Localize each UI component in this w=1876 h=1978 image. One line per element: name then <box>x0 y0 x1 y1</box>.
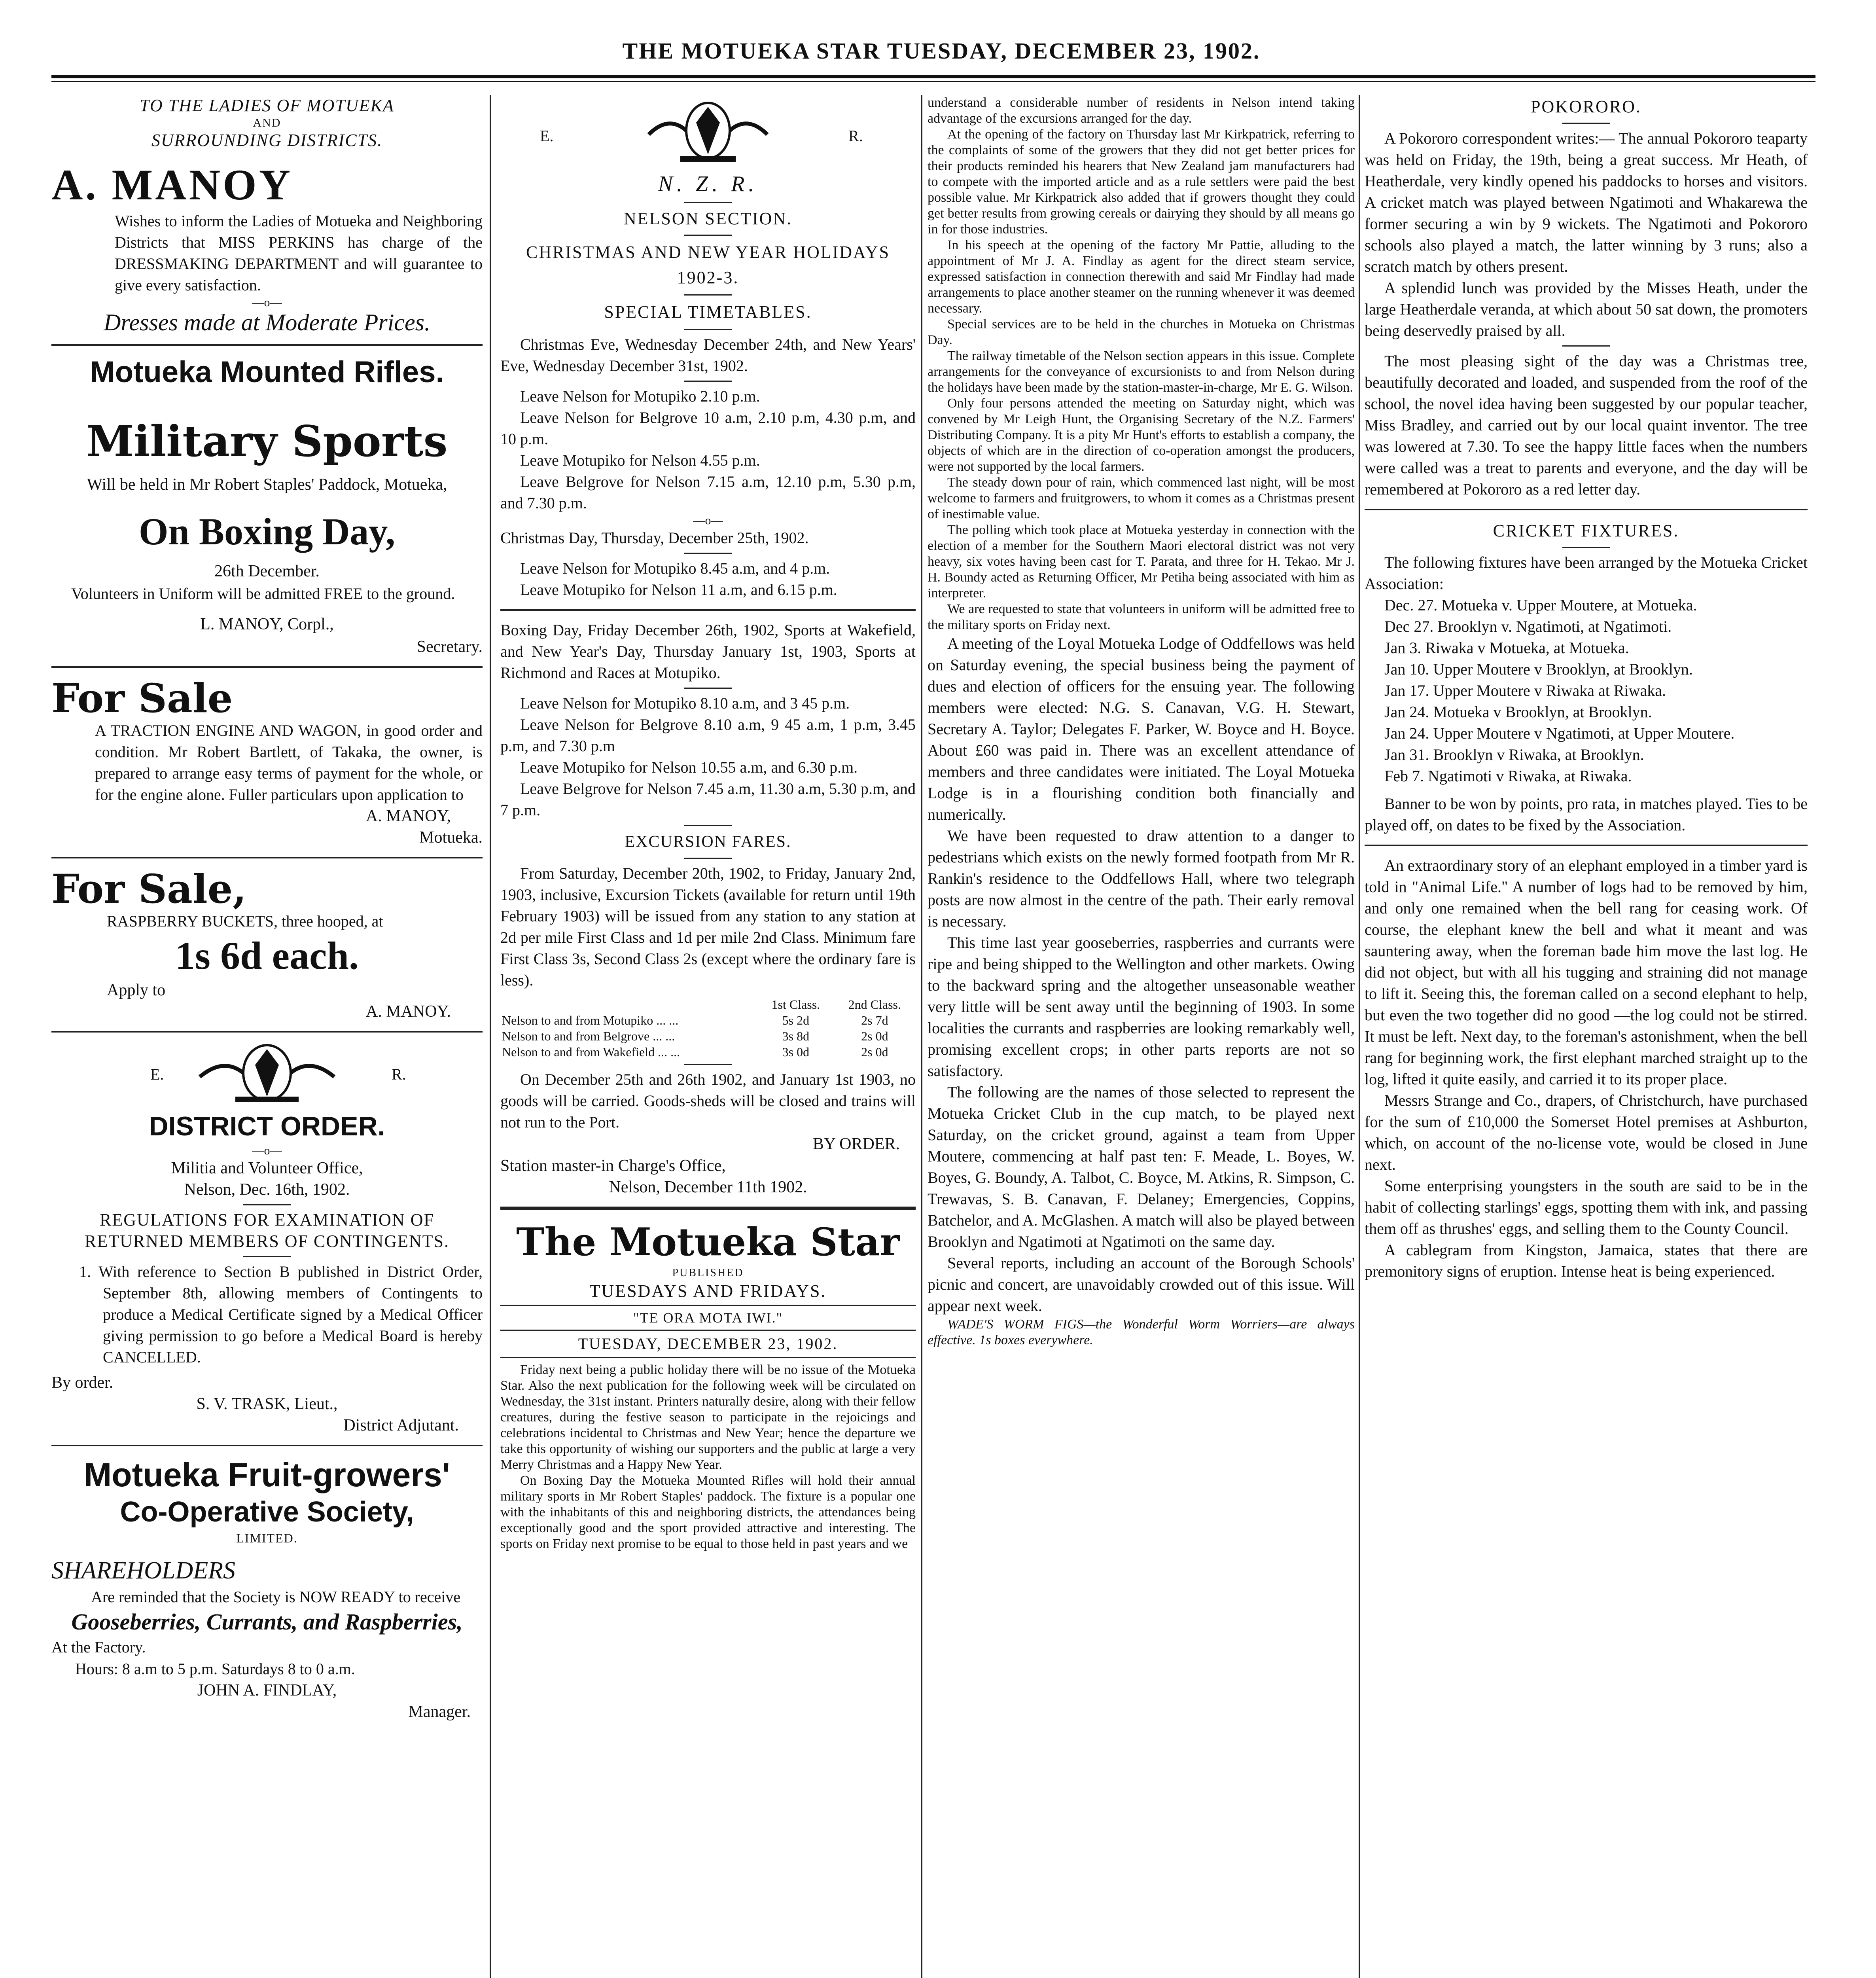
column-1 <box>51 95 483 1722</box>
volunteers-text: Volunteers in Uniform will be admitted FREE to the ground. <box>71 585 455 602</box>
news-paragraph: A Pokororo correspondent writes:— The annual Pokororo teaparty was held on Friday, the 19th, being a great success. Mr Heath, of Heatherdale, very kindly opened his paddocks to horses and visitors. A cricket match was played between Ngatimoti and Whakarewa the former securing a win by 9 wickets. The Ngatimoti and Pokororo schools also played a match, the latter winning by 3 runs; also a scratch match by others present. <box>1365 129 1808 275</box>
fruit-growers-heading: Motueka Fruit-growers' <box>84 1456 450 1493</box>
nzr: N. Z. R. <box>658 172 758 196</box>
news-paragraph: Only four persons attended the meeting on Saturday night, which was convened by Mr Leigh Hunt, the Organising Secretary of the N.Z. Farmers' Distributing Company. It is a pity Mr Hunt's efforts to establish a company, the objects of which are in the direction of co-operation amongst the producers, were not supported by the local farmers. <box>928 396 1355 474</box>
news-paragraph: This time last year gooseberries, raspberries and currants were ripe and being shipped to the Wellington and other markets. Owing to the backward spring and the altogether unseasonable weather very little will be sent away until the beginning of 1903. In some localities the currants and raspberries are looking remarkably well, promising excellent crops; in other parts reports are not so satisfactory. <box>928 934 1355 1080</box>
fixture-item: Dec. 27. Motueka v. Upper Moutere, at Motueka. <box>1384 596 1697 614</box>
held-text: Will be held in Mr Robert Staples' Paddock, Motueka, <box>87 476 447 494</box>
eve-line-4: Leave Belgrove for Nelson 7.15 a.m, 12.10 p.m, 5.30 p.m, and 7.30 p.m. <box>500 473 916 512</box>
table-row <box>500 1028 916 1044</box>
short-rule <box>1562 345 1610 347</box>
ladies-districts: SURROUNDING DISTRICTS. <box>151 131 383 150</box>
news-paragraph: A splendid lunch was provided by the Misses Heath, under the large Heatherdale veranda, at which about 50 sat down, the promoters being deservedly praised by all. <box>1365 279 1808 339</box>
xmas-day-heading: Christmas Day, Thursday, December 25th, 1902. <box>500 529 809 547</box>
short-rule <box>1562 123 1610 124</box>
table-cell: Nelson to and from Motupiko ... ... <box>502 1013 679 1027</box>
militia-office: Militia and Volunteer Office, <box>171 1159 363 1177</box>
fixture-item: Jan 31. Brooklyn v Riwaka, at Brooklyn. <box>1384 746 1644 764</box>
masthead: THE MOTUEKA STAR TUESDAY, DECEMBER 23, 1902. <box>622 38 1261 64</box>
news-paragraph: A meeting of the Loyal Motueka Lodge of Oddfellows was held on Saturday evening, the special business being the payment of dues and election of officers for the ensuing year. The following members were elected: N.G. S. Canavan, V.G. H. Stewart, Secretary A. Taylor; Delegates F. Parker, W. Boyce and H. Boyce. About £60 was paid in. There was an excellent attendance of members and three candidates were initiated. The Loyal Motueka Lodge is in a flourishing condition both financially and numerically. <box>928 635 1355 823</box>
by-order: By order. <box>51 1374 114 1392</box>
fixture-item: Jan 17. Upper Moutere v Riwaka at Riwaka. <box>1384 682 1666 699</box>
box-line-2: Leave Nelson for Belgrove 8.10 a.m, 9 45 a.m, 1 p.m, 3.45 p.m, and 7.30 p.m <box>500 716 916 755</box>
box-line-4: Leave Belgrove for Nelson 7.45 a.m, 11.30 a.m, 5.30 p.m, and 7 p.m. <box>500 780 916 819</box>
column-2 <box>500 95 916 1552</box>
wade-ad: WADE'S WORM FIGS—the Wonderful Worm Worriers—are always effective. 1s boxes everywhere. <box>928 1317 1355 1347</box>
divider <box>51 344 483 346</box>
divider <box>500 609 916 611</box>
fixture-item: Jan 3. Riwaka v Motueka, at Motueka. <box>1384 639 1629 657</box>
table-cell: 2s 0d <box>861 1045 888 1059</box>
xday-line-1: Leave Nelson for Motupiko 8.45 a.m, and 4 p.m. <box>520 559 830 577</box>
nelson-section: NELSON SECTION. <box>623 209 793 228</box>
edition-date: TUESDAY, DECEMBER 23, 1902. <box>578 1335 838 1353</box>
table-row <box>500 1044 916 1060</box>
o-mark: —o— <box>252 296 282 309</box>
news-paragraph: Some enterprising youngsters in the south are said to be in the habit of collecting starlings' eggs, spotting them with ink, and passing them off as thrushes' eggs, and selling them to the County Council. <box>1365 1177 1808 1237</box>
table-cell: 3s 8d <box>782 1029 810 1043</box>
news-paragraph: understand a considerable number of residents in Nelson intend taking advantage of the excursions arranged for the day. <box>928 95 1355 126</box>
column-3 <box>928 95 1355 1348</box>
eve-heading: Christmas Eve, Wednesday December 24th, and New Years' Eve, Wednesday December 31st, 1902. <box>500 335 916 375</box>
for-sale-heading-2: For Sale, <box>51 866 247 912</box>
hours: Hours: 8 a.m to 5 p.m. Saturdays 8 to 0 a.m. <box>75 1660 355 1678</box>
divider <box>1365 509 1808 510</box>
table-cell <box>500 997 758 1012</box>
xday-line-2: Leave Motupiko for Nelson 11 a.m, and 6.15 p.m. <box>520 581 837 599</box>
table-cell: 2s 0d <box>861 1029 888 1043</box>
news-paragraph: The polling which took place at Motueka yesterday in connection with the election of a member for the Southern Maori electoral district was not very heavy, six votes having been cast for T. Parata, and three for H. Tekao. Mr J. H. Boundy acted as Returning Officer, Mr Petiha being associated with him as interpreter. <box>928 523 1355 601</box>
motto: "TE ORA MOTA IWI." <box>633 1310 783 1326</box>
news-paragraph: At the opening of the factory on Thursday last Mr Kirkpatrick, referring to the complaints of some of the growers that they did not get better prices for their products reminded his hearers that New Zealand jam manufacturers had to compete with the imported article and as a rule settlers were paid the best possible value. Mr Kirkpatrick also added that if growers thought they could get better results from growing cereals or dairying they should by all means go in for those industries. <box>928 127 1355 237</box>
short-rule <box>684 294 732 296</box>
table-cell: 2s 7d <box>861 1013 888 1027</box>
price: 1s 6d each. <box>175 934 359 978</box>
adjutant: District Adjutant. <box>343 1416 459 1434</box>
short-rule <box>684 1064 732 1065</box>
news-paragraph: An extraordinary story of an elephant employed in a timber yard is told in "Animal Life." A number of logs had to be removed by him, and only one remained when the bell rang for ceasing work. Of course, the elephant knew the bell and what it meant and was sauntering away, when the foreman bade him move the last log. He did not object, but with all his tugging and straining did not manage to lift it. Seeing this, the foreman called on a second elephant to help, but even the two together did no good —the log could not be stirred. It must be left. Next day, to the foreman's astonishment, when the bell rang for beginning work, the first elephant marched straight up to the log, lifted it quite easily, and carried it to its proper place. <box>1365 856 1808 1088</box>
short-rule <box>243 1256 291 1257</box>
station-office: Station master-in Charge's Office, <box>500 1157 726 1175</box>
shareholders: SHAREHOLDERS <box>51 1557 235 1584</box>
manager: Manager. <box>408 1703 471 1721</box>
reminded-text: Are reminded that the Society is NOW READY to receive <box>91 1588 461 1606</box>
boxing-date: 26th December. <box>214 562 320 580</box>
divider <box>51 1445 483 1446</box>
news-paragraph: A cablegram from Kingston, Jamaica, states that there are premonitory signs of eruption. Intense heat is being experienced. <box>1365 1241 1808 1280</box>
manoy-sig: A. MANOY, <box>365 807 451 825</box>
ladies-and: AND <box>253 116 281 129</box>
news-paragraph: The steady down pour of rain, which commenced last night, will be most welcome to farmers and fruitgrowers, to whom it comes as a Christmas present of inestimable value. <box>928 475 1355 521</box>
goods-text: On December 25th and 26th 1902, and January 1st 1903, no goods will be carried. Goods-sheds will be closed and trains will not run to the Port. <box>500 1070 916 1131</box>
news-paragraph: Several reports, including an account of the Borough Schools' picnic and concert, are unavoidably crowded out of this issue. Will appear next week. <box>928 1254 1355 1315</box>
fixture-item: Jan 10. Upper Moutere v Brooklyn, at Brooklyn. <box>1384 660 1693 678</box>
manoy-name: A. MANOY <box>51 161 293 209</box>
divider <box>1365 845 1808 846</box>
short-rule <box>684 553 732 554</box>
by-order: BY ORDER. <box>812 1135 900 1153</box>
table-cell: 5s 2d <box>782 1013 810 1027</box>
er-e: E. <box>150 1065 164 1083</box>
manoy-ad <box>51 95 483 335</box>
royal-crest <box>51 1041 483 1108</box>
column-divider <box>490 95 491 1978</box>
cooperative-heading: Co-Operative Society, <box>120 1496 414 1528</box>
eve-line-1: Leave Nelson for Motupiko 2.10 p.m. <box>520 387 760 405</box>
fares-table <box>500 997 916 1060</box>
boxing-day-heading: On Boxing Day, <box>138 510 396 553</box>
news-paragraph: Messrs Strange and Co., drapers, of Christchurch, have purchased for the sum of £10,000 the Somerset Hotel premises at Ashburton, which, on account of the no-license vote, would be closed in June next. <box>1365 1091 1808 1173</box>
excursion-heading: EXCURSION FARES. <box>625 833 791 851</box>
eve-line-3: Leave Motupiko for Nelson 4.55 p.m. <box>520 451 760 469</box>
er-r: R. <box>848 127 863 145</box>
cricket-heading: CRICKET FIXTURES. <box>1493 521 1679 540</box>
station-date: Nelson, December 11th 1902. <box>609 1178 807 1196</box>
regulation-item: 1. With reference to Section B published in District Order, September 8th, allowing members of Contingents to produce a Medical Certificate signed by a Medical Officer giving permission to go before a Medical Board is hereby CANCELLED. <box>79 1263 483 1366</box>
short-rule <box>684 202 732 203</box>
tuesdays-fridays: TUESDAYS AND FRIDAYS. <box>589 1281 827 1301</box>
table-cell: 3s 0d <box>782 1045 810 1059</box>
special-timetables: SPECIAL TIMETABLES. <box>604 302 812 322</box>
news-paragraph: In his speech at the opening of the factory Mr Pattie, alluding to the appointment of Mr J. A. Findlay as agent for the direct steam service, expressed satisfaction in connection therewith and said Mr Findlay had made arrangements to place another steamer on the running whenever it was deemed necessary. <box>928 238 1355 316</box>
rifles-heading: Motueka Mounted Rifles. <box>90 355 444 389</box>
news-paragraph: The most pleasing sight of the day was a Christmas tree, beautifully decorated and loaded, and suspended from the roof of the school, the novel idea having been suggested by our popular teacher, Miss Bradley, and carried out by our local quaint inventor. The tree was lowered at 7.30. To see the happy little faces when the numbers were called was a treat to parents and everyone, and the day will be remembered at Pokororo as a red letter day. <box>1365 352 1808 498</box>
motueka-sig: Motueka. <box>419 828 483 847</box>
news-paragraph: We are requested to state that volunteers in uniform will be admitted free to the military sports on Friday next. <box>928 602 1355 632</box>
table-cell: 2nd Class. <box>848 997 901 1012</box>
divider <box>51 857 483 858</box>
dresses-line: Dresses made at Moderate Prices. <box>104 309 430 335</box>
star-title: The Motueka Star <box>516 1220 900 1264</box>
boxing-day-heading: Boxing Day, Friday December 26th, 1902, Sports at Wakefield, and New Year's Day, Thursday January 1st, 1903, Sports at Richmond and Races at Motupiko. <box>500 621 916 682</box>
column-4 <box>1365 95 1808 1282</box>
gooseberries: Gooseberries, Currants, and Raspberries, <box>71 1609 463 1635</box>
short-rule <box>1562 547 1610 548</box>
short-rule <box>684 858 732 859</box>
er-r: R. <box>392 1065 406 1083</box>
fixture-item: Jan 24. Upper Moutere v Ngatimoti, at Upper Moutere. <box>1384 724 1735 742</box>
limited: LIMITED. <box>236 1531 298 1545</box>
traction-text: A TRACTION ENGINE AND WAGON, in good order and condition. Mr Robert Bartlett, of Takaka, the owner, is prepared to arrange easy terms of payment for the whole, or for the engine alone. Fuller particulars upon application to <box>95 722 483 803</box>
divider <box>500 1207 916 1210</box>
published: PUBLISHED <box>672 1267 744 1279</box>
news-paragraph: The railway timetable of the Nelson section appears in this issue. Complete arrangements for the conveyance of excursionists to and from Nelson during the holidays have been made by the station-master-in-charge, Mr E. G. Wilson. <box>928 349 1355 395</box>
column-divider <box>921 95 922 1978</box>
raspberry-text: RASPBERRY BUCKETS, three hooped, at <box>107 912 383 930</box>
secretary: Secretary. <box>416 638 483 656</box>
table-header-row <box>500 997 916 1012</box>
o-mark-2: —o— <box>252 1144 282 1157</box>
ladies-heading: TO THE LADIES OF MOTUEKA <box>140 96 394 115</box>
top-rule-thick <box>51 75 1815 78</box>
excursion-text: From Saturday, December 20th, 1902, to Friday, January 2nd, 1903, inclusive, Excursion Tickets (available for return until 19th February 1903) will be issued from any station to any station at 2d per mile First Class and 1d per mile 2nd Class. Minimum fare First Class 3s, Second Class 2s (except where the ordinary fare is less). <box>500 864 916 989</box>
table-cell: Nelson to and from Wakefield ... ... <box>502 1045 680 1059</box>
short-rule <box>684 235 732 236</box>
short-rule <box>684 329 732 330</box>
box-line-1: Leave Nelson for Motupiko 8.10 a.m, and 3 45 p.m. <box>520 694 850 712</box>
order-date: Nelson, Dec. 16th, 1902. <box>184 1180 350 1199</box>
column-divider <box>1359 95 1360 1978</box>
short-rule <box>684 825 732 826</box>
editorial-paragraph: On Boxing Day the Motueka Mounted Rifles will hold their annual military sports in Mr Robert Staples' paddock. The fixture is a popular one with the inhabitants of this and neighboring districts, the attendances being exceptionally good and the sport provided attractive and interesting. The sports on Friday next promise to be equal to those held in past years and we <box>500 1473 916 1551</box>
short-rule <box>684 381 732 382</box>
manoy-text: Wishes to inform the Ladies of Motueka and Neighboring Districts that MISS PERKINS has charge of the DRESSMAKING DEPARTMENT and will guarantee to give every satisfaction. <box>115 212 483 294</box>
military-sports-heading: Military Sports <box>86 417 448 466</box>
divider <box>51 666 483 668</box>
news-paragraph: Special services are to be held in the churches in Motueka on Christmas Day. <box>928 317 1355 347</box>
regulations-heading: REGULATIONS FOR EXAMINATION OF RETURNED MEMBERS OF CONTINGENTS. <box>84 1210 450 1251</box>
fixture-item: Dec 27. Brooklyn v. Ngatimoti, at Ngatimoti. <box>1384 618 1672 635</box>
coat-of-arms-icon <box>637 95 779 166</box>
table-cell: 1st Class. <box>771 997 820 1012</box>
for-sale-heading: For Sale <box>51 675 233 722</box>
coat-of-arms-icon <box>188 1041 346 1105</box>
divider <box>51 1031 483 1033</box>
at-factory: At the Factory. <box>51 1638 146 1656</box>
findlay-sig: JOHN A. FINDLAY, <box>197 1681 337 1699</box>
top-rule-thin <box>51 81 1815 82</box>
royal-crest <box>500 95 916 170</box>
news-paragraph: We have been requested to draw attention to a danger to pedestrians which exists on the newly formed footpath from Mr R. Rankin's residence to the Oddfellows Hall, where two telegraph posts are now almost in the centre of the path. Their early removal is necessary. <box>928 827 1355 930</box>
district-order-heading: DISTRICT ORDER. <box>149 1111 385 1141</box>
er-e: E. <box>540 127 554 145</box>
short-rule <box>243 1204 291 1205</box>
table-row <box>500 1012 916 1028</box>
o-mark: —o— <box>693 514 723 527</box>
table-cell: Nelson to and from Belgrove ... ... <box>502 1029 675 1043</box>
short-rule <box>684 688 732 689</box>
eve-line-2: Leave Nelson for Belgrove 10 a.m, 2.10 p.m, 4.30 p.m, and 10 p.m. <box>500 409 916 448</box>
manoy-corpl: L. MANOY, Corpl., <box>200 615 334 633</box>
fixture-item: Jan 24. Motueka v Brooklyn, at Brooklyn. <box>1384 703 1652 721</box>
trask-sig: S. V. TRASK, Lieut., <box>196 1395 338 1413</box>
xmas-heading: CHRISTMAS AND NEW YEAR HOLIDAYS 1902-3. <box>526 243 890 287</box>
manoy-sig-2: A. MANOY. <box>365 1002 451 1021</box>
pokororo-heading: POKORORO. <box>1530 97 1642 116</box>
apply-to: Apply to <box>107 981 166 999</box>
fixture-item: Feb 7. Ngatimoti v Riwaka, at Riwaka. <box>1384 767 1632 785</box>
editorial-paragraph: Friday next being a public holiday there will be no issue of the Motueka Star. Also the next publication for the following week will be circulated on Wednesday, the 31st instant. Printers naturally desire, along with their fellow creatures, during the festive season to participate in the rejoicings and celebrations incidental to Christmas and New Year; hence the departure we take this opportunity of wishing our supporters and the public at large a very Merry Christmas and a Happy New Year. <box>500 1362 916 1472</box>
news-paragraph: The following are the names of those selected to represent the Motueka Cricket Club in the cup match, to be played next Saturday, on the cricket ground, against a team from Upper Moutere, commencing at half past ten: F. Meade, L. Boyes, W. Boyes, G. Boundy, A. Talbot, C. Boyce, M. Atkins, R. Simpson, C. Trewavas, S. B. Canavan, F. Delaney; Emergencies, Coppins, Batchelor, and A. McGlashen. A match will also be played between Brooklyn and Ngatimoti at Ngatimoti on the same day. <box>928 1083 1355 1250</box>
cricket-intro: The following fixtures have been arranged by the Motueka Cricket Association: <box>1365 553 1808 593</box>
box-line-3: Leave Motupiko for Nelson 10.55 a.m, and 6.30 p.m. <box>520 758 858 776</box>
banner-text: Banner to be won by points, pro rata, in matches played. Ties to be played off, on dates to be fixed by the Association. <box>1365 795 1808 834</box>
